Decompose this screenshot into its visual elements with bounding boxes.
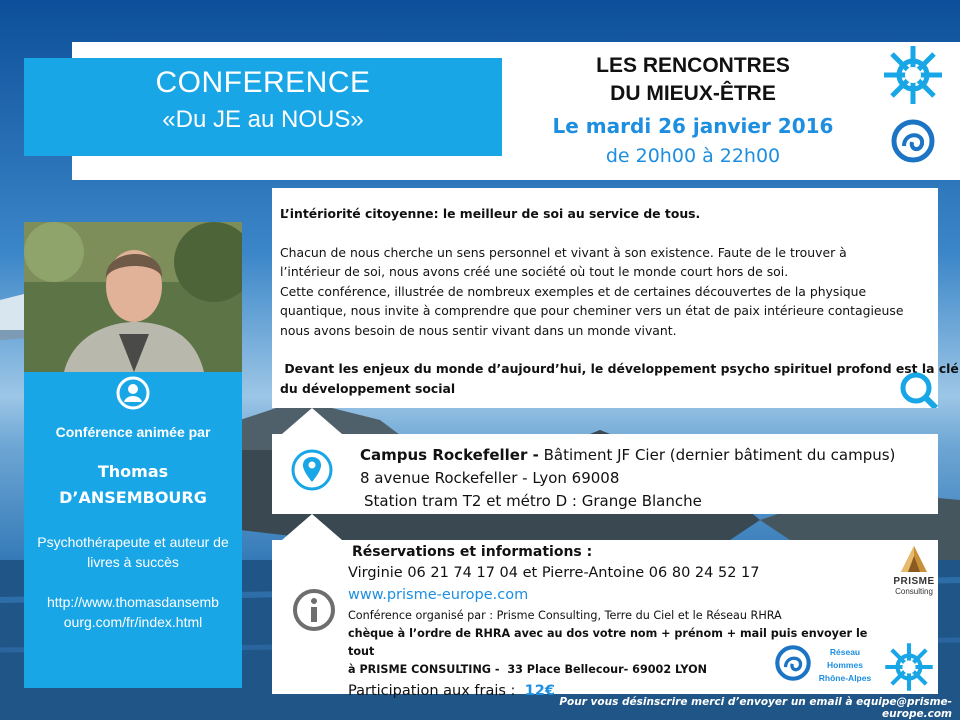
speaker-first-name: Thomas bbox=[97, 462, 169, 481]
location-panel bbox=[272, 434, 938, 514]
reservation-organizers: Conférence organisé par : Prisme Consulting, Terre du Ciel et le Réseau RHRA bbox=[348, 609, 782, 622]
speaker-website[interactable] bbox=[24, 592, 242, 632]
description-p2-line1: Cette conférence, illustrée de nombreux exemples et de certaines découvertes de la physique bbox=[280, 283, 867, 299]
reservation-cheque-line1: chèque à l’ordre de RHRA avec au dos votre nom + prénom + mail puis envoyer le tout bbox=[348, 627, 868, 658]
description-p1-line1: Chacun de nous cherche un sens personnel et vivant à son existence. Faute de le trouver à bbox=[280, 244, 847, 260]
event-time: de 20h00 à 22h00 bbox=[605, 145, 781, 167]
building-name: Bâtiment JF Cier (dernier bâtiment du campus) bbox=[538, 446, 896, 464]
reseau-line2: Hommes bbox=[827, 660, 863, 670]
speaker-intro: Conférence animée par bbox=[55, 424, 211, 440]
description-panel bbox=[272, 188, 959, 408]
description-p2-line3: nous avons besoin de nous sentir vivant dans un monde vivant. bbox=[280, 322, 677, 338]
conference-subtitle: «Du JE au NOUS» bbox=[162, 106, 364, 133]
snowflake-logo-icon bbox=[882, 640, 936, 694]
speaker-photo bbox=[24, 222, 242, 372]
reservation-contacts: Virginie 06 21 74 17 04 et Pierre-Antoine 06 80 24 52 17 bbox=[348, 565, 760, 581]
address: 8 avenue Rockefeller - Lyon 69008 bbox=[360, 469, 620, 487]
speaker-website-line1: http://www.thomasdansemb bbox=[47, 594, 219, 610]
connector-arrow bbox=[282, 514, 342, 540]
prisme-logo-icon bbox=[899, 544, 929, 574]
speaker-website-line2: ourg.com/fr/index.html bbox=[63, 614, 203, 630]
spiral-logo-icon bbox=[890, 118, 936, 164]
description-conclusion-line2: du développement social bbox=[280, 380, 456, 396]
description-p2-line2: quantique, nous invite à comprendre que pour cheminer vers un état de paix intérieure contagieuse bbox=[280, 303, 904, 318]
event-title-line2: DU MIEUX-ÊTRE bbox=[610, 82, 776, 105]
campus-name: Campus Rockefeller - bbox=[360, 446, 539, 464]
location-pin-icon bbox=[290, 448, 334, 492]
fee-amount: 12€ bbox=[524, 683, 555, 699]
event-date: Le mardi 26 janvier 2016 bbox=[552, 114, 834, 138]
event-info bbox=[518, 52, 868, 170]
prisme-logo-sub: Consulting bbox=[895, 587, 933, 596]
reservation-cheque-line2: à PRISME CONSULTING - 33 Place Bellecour- 69002 LYON bbox=[348, 663, 707, 676]
reservation-website[interactable]: www.prisme-europe.com bbox=[348, 587, 529, 603]
event-title-line1: LES RENCONTRES bbox=[596, 54, 790, 77]
conference-title-box bbox=[24, 58, 502, 156]
person-icon bbox=[116, 376, 150, 410]
transport: Station tram T2 et métro D : Grange Blanche bbox=[364, 492, 702, 510]
magnifier-icon bbox=[896, 368, 938, 408]
description-conclusion-line1: Devant les enjeux du monde d’aujourd’hui, le développement psycho spirituel profond est la clé bbox=[280, 361, 959, 376]
reseau-line3: Rhône-Alpes bbox=[818, 673, 872, 683]
description-heading: L’intériorité citoyenne: le meilleur de soi au service de tous. bbox=[280, 206, 701, 221]
reseau-line1: Réseau bbox=[829, 647, 861, 657]
speaker-sidebar bbox=[24, 372, 242, 688]
prisme-logo-name: PRISME bbox=[893, 576, 935, 587]
snowflake-logo-icon bbox=[880, 42, 946, 108]
info-icon bbox=[292, 588, 336, 632]
spiral-logo-icon bbox=[774, 644, 812, 682]
conference-title: CONFERENCE bbox=[155, 66, 371, 99]
reservation-heading: Réservations et informations : bbox=[352, 544, 593, 560]
description-p1-line2: l’intérieur de soi, nous avons créé une société où tout le monde court hors de soi. bbox=[280, 264, 789, 279]
connector-arrow bbox=[282, 408, 342, 434]
speaker-role: Psychothérapeute et auteur de livres à succès bbox=[37, 534, 229, 570]
reservation-panel bbox=[272, 540, 938, 699]
fee-label: Participation aux frais : bbox=[348, 683, 525, 699]
speaker-last-name: D’ANSEMBOURG bbox=[59, 488, 207, 507]
unsubscribe-footer: Pour vous désinscrire merci d’envoyer un email à equipe@prisme-europe.com bbox=[559, 696, 952, 720]
